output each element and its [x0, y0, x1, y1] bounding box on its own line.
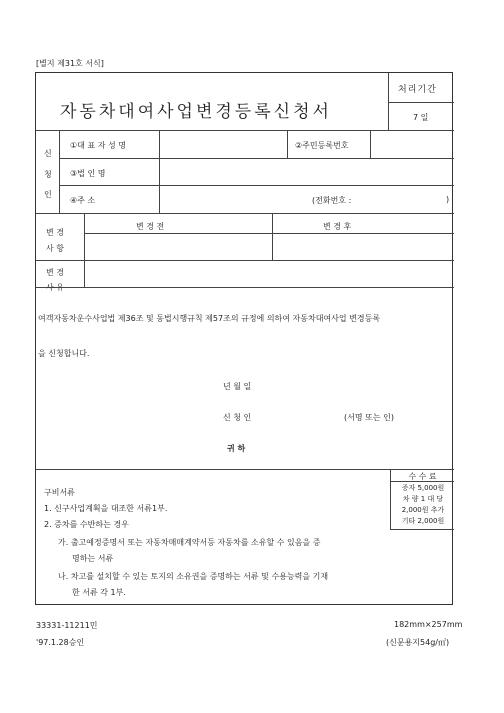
applicant-label-1: 신: [44, 149, 52, 158]
approval-date: '97.1.28승인: [36, 638, 85, 647]
form-title: 자동차대여사업변경등록신청서: [60, 102, 332, 122]
signature-note: (서명 또는 인): [344, 413, 394, 422]
form-number: 33331-11211민: [36, 621, 98, 630]
document-item-2a: 가. 출고예정증명서 또는 자동차매매계약서등 자동차를 소유할 수 있음을 증: [58, 538, 321, 547]
rep-name-field[interactable]: [160, 131, 286, 157]
recipient-label: 귀 하: [227, 444, 246, 453]
processing-period-value: 7 일: [413, 113, 429, 122]
form-code: [별지 제31호 서식]: [36, 59, 104, 68]
corporation-name-label: ③법 인 명: [70, 169, 106, 178]
phone-label: (전화번호 :: [312, 196, 352, 205]
document-item-2b-cont: 한 서류 각 1부.: [72, 588, 126, 597]
documents-title: 구비서류: [44, 488, 75, 497]
after-change-header: 변 경 후: [323, 222, 352, 231]
applicant-label-3: 인: [44, 190, 52, 199]
statement-line-2: 을 신청합니다.: [38, 349, 90, 358]
rep-name-label: ①대 표 자 성 명: [70, 141, 126, 150]
document-item-2: 2. 증차를 수반하는 경우: [44, 520, 129, 529]
before-change-field[interactable]: [85, 234, 271, 259]
paper-size: 182mm×257mm: [394, 620, 463, 629]
before-change-header: 변 경 전: [136, 222, 165, 231]
phone-field[interactable]: [376, 189, 442, 209]
change-reason-label-1: 변 경: [46, 268, 64, 277]
address-field[interactable]: [160, 186, 310, 212]
document-item-2a-cont: 명하는 서류: [72, 554, 114, 563]
document-item-1: 1. 신구사업계획을 대조한 서류1부.: [44, 504, 168, 513]
applicant-signature-field[interactable]: [261, 407, 341, 421]
phone-close-paren: ): [446, 195, 450, 204]
after-change-field[interactable]: [273, 234, 453, 259]
fee-box: [390, 469, 454, 530]
application-form: [35, 72, 453, 605]
corporation-name-field[interactable]: [160, 159, 453, 184]
fee-line-1: 증자 5,000원: [401, 484, 445, 492]
fee-header: 수 수 료: [408, 472, 437, 481]
resident-number-label: ②주민등록번호: [295, 141, 349, 150]
application-date: 년 월 일: [223, 382, 252, 391]
processing-period-label: 처리기간: [398, 85, 437, 95]
fee-line-4: 기타 2,000원: [401, 517, 445, 525]
document-item-2b: 나. 차고를 설치할 수 있는 토지의 소유권을 증명하는 서류 및 수용능력을 기재: [58, 572, 329, 581]
fee-line-2: 차 량 1 대 당: [402, 495, 444, 503]
change-reason-field[interactable]: [85, 261, 453, 286]
change-items-label-1: 변 경: [46, 228, 64, 237]
applicant-signature-label: 신 청 인: [223, 413, 252, 422]
statement-line-1: 여객자동차운수사업법 제36조 및 동법시행규칙 제57조의 규정에 의하여 자동차대여사업 변경등록: [38, 314, 381, 323]
fee-line-3: 2,000원 추가: [401, 506, 445, 514]
address-label: ④주 소: [70, 196, 96, 205]
paper-type: (신문용지54g/㎡): [386, 638, 450, 647]
change-items-label-2: 사 항: [46, 244, 64, 253]
applicant-label-2: 청: [44, 170, 52, 179]
resident-number-field[interactable]: [371, 131, 453, 157]
change-reason-label-2: 사 유: [46, 283, 64, 292]
